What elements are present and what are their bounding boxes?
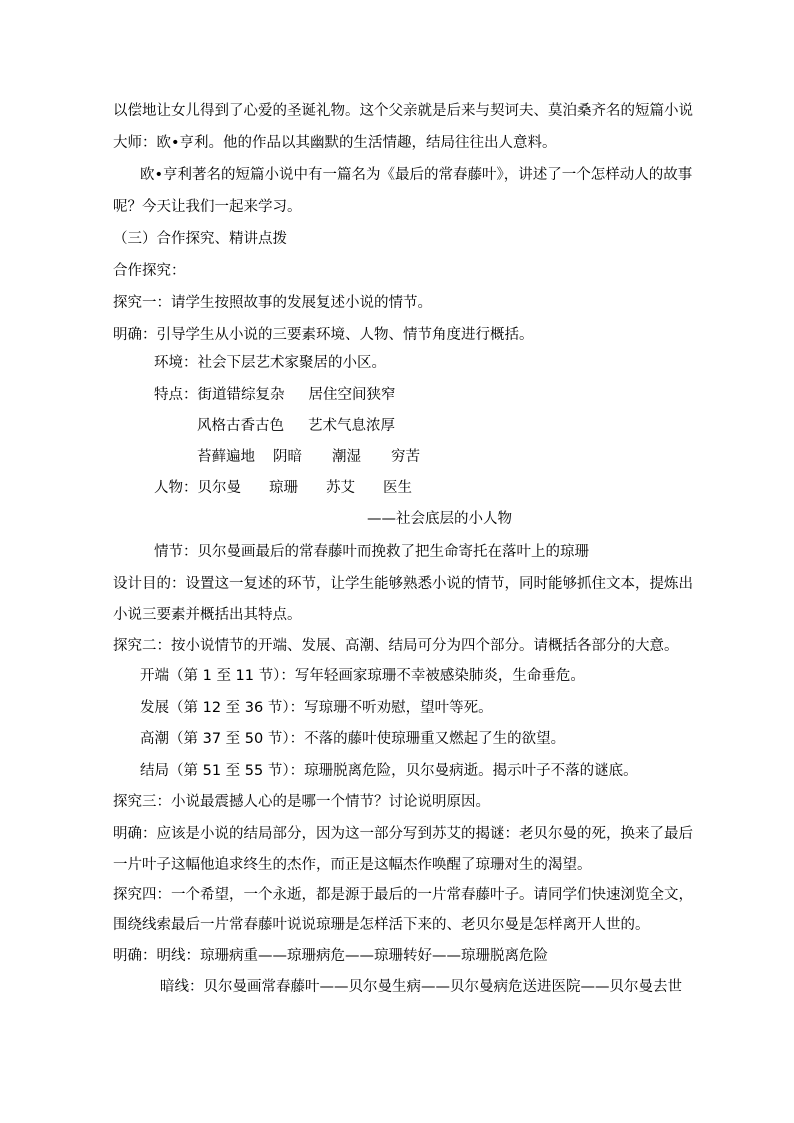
feature-item: 阴暗 [273, 449, 302, 465]
question-line: 围绕线索最后一片常春藤叶说说琼珊是怎样活下来的、老贝尔曼是怎样离开人世的。 [113, 917, 650, 933]
design-purpose-line: 小说三要素并概括出其特点。 [113, 607, 302, 623]
character-item: 苏艾 [326, 480, 355, 496]
answer-line: 明确：明线：琼珊病重——琼珊病危——琼珊转好——琼珊脱离危险 [113, 948, 548, 964]
feature-item: 艺术气息浓厚 [308, 418, 395, 434]
answer-line: 一片叶子这幅他追求终生的杰作，而正是这幅杰作唤醒了琼珊对生的渴望。 [113, 857, 592, 873]
answer-line: 明确：引导学生从小说的三要素环境、人物、情节角度进行概括。 [113, 327, 534, 343]
character-item: 琼珊 [269, 480, 298, 496]
plot-line: 情节：贝尔曼画最后的常春藤叶而挽救了把生命寄托在落叶上的琼珊 [154, 544, 589, 560]
answer-line: 暗线：贝尔曼画常春藤叶——贝尔曼生病——贝尔曼病危送进医院——贝尔曼去世 [160, 979, 682, 995]
part-line: 开端（第 1 至 11 节）：写年轻画家琼珊不幸被感染肺炎，生命垂危。 [140, 668, 585, 684]
paragraph-line: 大师：欧•亨利。他的作品以其幽默的生活情趣，结局往往出人意料。 [113, 135, 557, 151]
question-line: 探究二：按小说情节的开端、发展、高潮、结局可分为四个部分。请概括各部分的大意。 [113, 638, 679, 654]
question-line: 探究四：一个希望，一个永逝，都是源于最后的一片常春藤叶子。请同学们快速浏览全文， [113, 887, 693, 903]
section-heading: （三）合作探究、精讲点拨 [113, 231, 287, 247]
paragraph-line: 欧•亨利著名的短篇小说中有一篇名为《最后的常春藤叶》，讲述了一个怎样动人的故事 [140, 167, 693, 183]
paragraph-line: 以偿地让女儿得到了心爱的圣诞礼物。这个父亲就是后来与契诃夫、莫泊桑齐名的短篇小说 [113, 103, 693, 119]
feature-item: 苔藓遍地 [197, 449, 255, 465]
character-item: 医生 [383, 480, 412, 496]
part-line: 结局（第 51 至 55 节）：琼珊脱离危险，贝尔曼病逝。揭示叶子不落的谜底。 [140, 763, 638, 779]
feature-item: 居住空间狭窄 [308, 387, 396, 403]
feature-item: 潮湿 [332, 449, 361, 465]
question-line: 探究三：小说最震撼人心的是哪一个情节？讨论说明原因。 [113, 794, 490, 810]
character-item: 贝尔曼 [197, 480, 241, 496]
characters-label: 人物： [154, 480, 198, 496]
answer-line: 明确：应该是小说的结局部分，因为这一部分写到苏艾的揭谜：老贝尔曼的死，换来了最后 [113, 826, 693, 842]
features-line [197, 416, 395, 436]
subheading: 合作探究： [113, 263, 186, 279]
features-line [154, 385, 396, 405]
environment-line: 环境：社会下层艺术家聚居的小区。 [154, 355, 386, 371]
part-line: 高潮（第 37 至 50 节）：不落的藤叶使琼珊重又燃起了生的欲望。 [140, 731, 566, 747]
features-label: 特点： [154, 387, 198, 403]
feature-item: 风格古香古色 [197, 418, 284, 434]
feature-item: 街道错综复杂 [197, 387, 285, 403]
features-line [197, 447, 420, 467]
paragraph-line: 呢？今天让我们一起来学习。 [113, 199, 302, 215]
question-line: 探究一：请学生按照故事的发展复述小说的情节。 [113, 295, 432, 311]
part-line: 发展（第 12 至 36 节）：写琼珊不听劝慰，望叶等死。 [140, 700, 493, 716]
characters-note: ——社会底层的小人物 [367, 511, 512, 527]
feature-item: 穷苦 [391, 449, 420, 465]
characters-line [154, 478, 412, 498]
design-purpose-line: 设计目的：设置这一复述的环节，让学生能够熟悉小说的情节，同时能够抓住文本，提炼出 [113, 576, 693, 592]
